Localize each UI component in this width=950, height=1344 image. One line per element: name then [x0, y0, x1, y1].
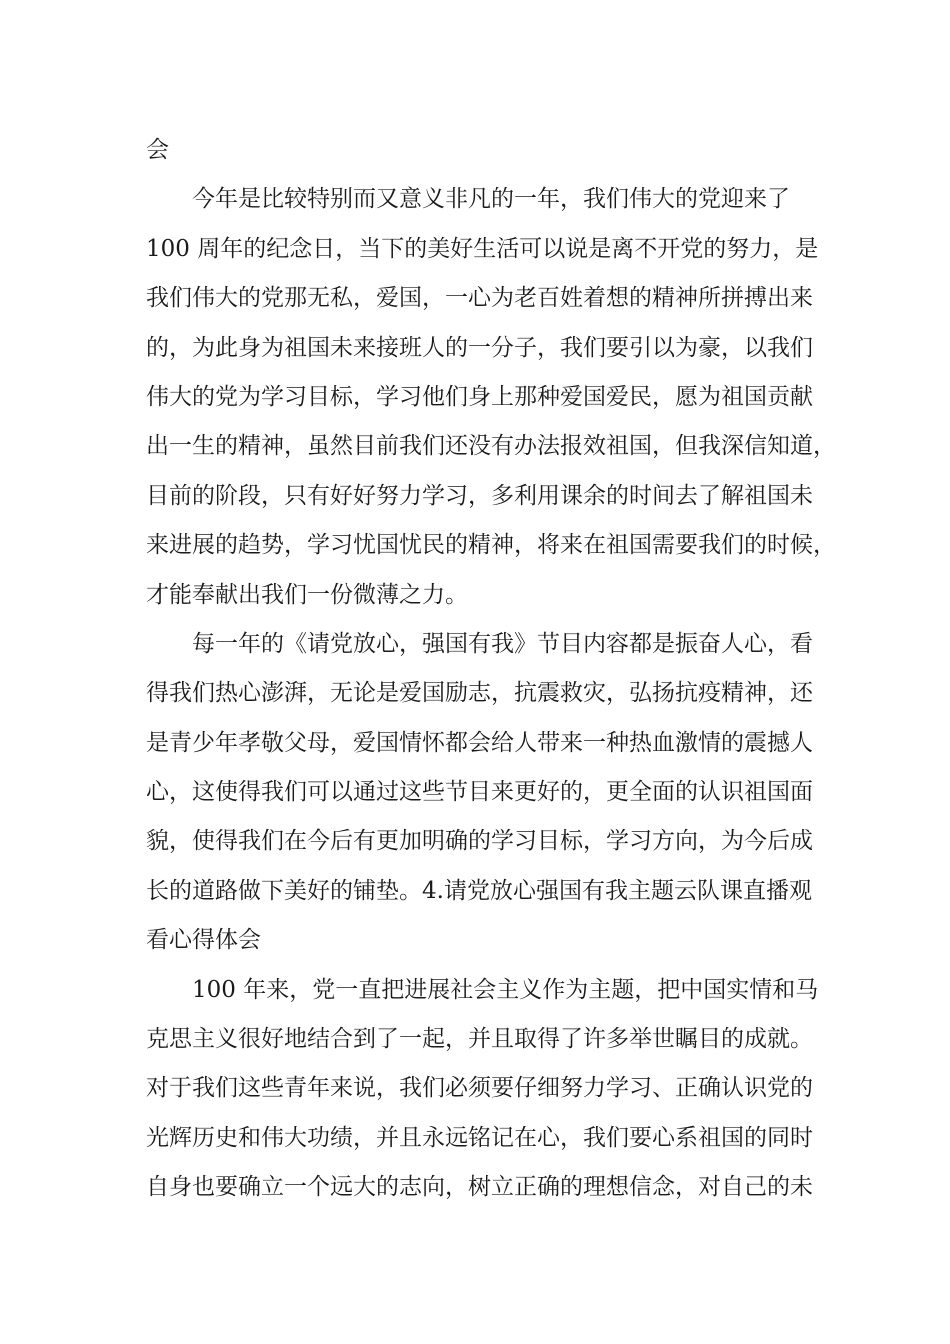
paragraph-first-line: 每一年的《请党放心，强国有我》节目内容都是振奋人心，看 [192, 630, 813, 657]
text-line: 对于我们这些青年来说，我们必须要仔细努力学习、正确认识党的 [146, 1075, 813, 1102]
text-line: 我们伟大的党那无私，爱国，一心为老百姓着想的精神所拼搏出来 [146, 285, 813, 312]
text-line: 伟大的党为学习目标，学习他们身上那种爱国爱民，愿为祖国贡献 [146, 383, 813, 410]
text-line: 来进展的趋势，学习忧国忧民的精神，将来在祖国需要我们的时候， [146, 532, 836, 559]
text-line: 克思主义很好地结合到了一起，并且取得了许多举世瞩目的成就。 [146, 1026, 813, 1053]
text-line: 貌，使得我们在今后有更加明确的学习目标，学习方向，为今后成 [146, 828, 813, 855]
text-line: 100 周年的纪念日，当下的美好生活可以说是离不开党的努力，是 [146, 235, 819, 262]
text-line: 是青少年孝敬父母，爱国情怀都会给人带来一种热血激情的震撼人 [146, 729, 813, 756]
text-line: 才能奉献出我们一份微薄之力。 [146, 581, 468, 608]
paragraph-first-line: 今年是比较特别而又意义非凡的一年，我们伟大的党迎来了 [192, 186, 790, 213]
text-line: 长的道路做下美好的铺垫。4.请党放心强国有我主题云队课直播观 [146, 877, 812, 904]
text-line: 光辉历史和伟大功绩，并且永远铭记在心，我们要心系祖国的同时 [146, 1124, 813, 1151]
text-line: 得我们热心澎湃，无论是爱国励志，抗震救灾，弘扬抗疫精神，还 [146, 680, 813, 707]
text-line: 的，为此身为祖国未来接班人的一分子，我们要引以为豪，以我们 [146, 334, 813, 361]
text-line: 看心得体会 [146, 927, 261, 954]
paragraph-first-line: 100 年来，党一直把进展社会主义作为主题，把中国实情和马 [192, 976, 819, 1003]
text-line: 自身也要确立一个远大的志向，树立正确的理想信念，对自己的未 [146, 1174, 813, 1201]
text-line: 会 [146, 137, 169, 163]
text-line: 心，这使得我们可以通过这些节目来更好的，更全面的认识祖国面 [146, 779, 813, 806]
document-body [146, 126, 836, 1213]
text-line: 目前的阶段，只有好好努力学习，多利用课余的时间去了解祖国未 [146, 482, 813, 509]
text-line: 出一生的精神，虽然目前我们还没有办法报效祖国，但我深信知道， [146, 433, 836, 460]
